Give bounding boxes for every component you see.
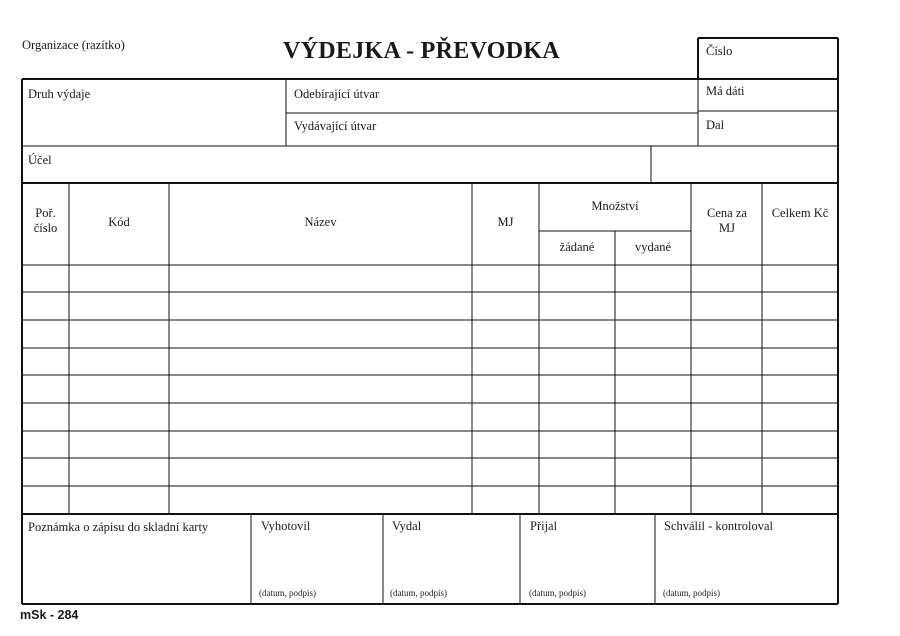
col-header-unit: MJ <box>497 215 514 229</box>
col-header-order-no: Poř. číslo <box>33 206 58 235</box>
issuing-unit-label: Vydávající útvar <box>294 119 377 133</box>
form-code: mSk - 284 <box>20 608 79 622</box>
approved-by-hint: (datum, podpis) <box>663 588 720 598</box>
issued-by-label: Vydal <box>392 519 422 533</box>
issue-type-label: Druh výdaje <box>28 87 91 101</box>
table-row[interactable] <box>22 486 838 514</box>
prepared-by-hint: (datum, podpis) <box>259 588 316 598</box>
col-header-total: Celkem Kč <box>771 206 829 220</box>
table-row[interactable] <box>22 348 838 375</box>
received-by-hint: (datum, podpis) <box>529 588 586 598</box>
credit-label: Dal <box>706 118 725 132</box>
col-header-unit-price: Cena za MJ <box>707 206 747 235</box>
table-row[interactable] <box>22 292 838 320</box>
receiving-unit-label: Odebírající útvar <box>294 87 380 101</box>
form-title: VÝDEJKA - PŘEVODKA <box>283 38 560 64</box>
col-header-requested: žádané <box>559 240 595 254</box>
col-header-quantity: Množství <box>591 199 639 213</box>
received-by-label: Přijal <box>530 519 558 533</box>
purpose-label: Účel <box>28 153 52 167</box>
note-label: Poznámka o zápisu do skladní karty <box>28 520 209 534</box>
table-row[interactable] <box>22 320 838 348</box>
issued-by-hint: (datum, podpis) <box>390 588 447 598</box>
debit-label: Má dáti <box>706 84 745 98</box>
col-header-issued: vydané <box>634 240 672 254</box>
prepared-by-label: Vyhotovil <box>261 519 311 533</box>
table-row[interactable] <box>22 375 838 403</box>
col-header-name: Název <box>304 215 337 229</box>
approved-by-label: Schválil - kontroloval <box>664 519 774 533</box>
col-header-code: Kód <box>108 215 130 229</box>
table-row[interactable] <box>22 265 838 292</box>
number-label: Číslo <box>706 44 733 58</box>
table-row[interactable] <box>22 458 838 486</box>
table-row[interactable] <box>22 403 838 431</box>
table-row[interactable] <box>22 431 838 458</box>
organization-label: Organizace (razítko) <box>22 38 125 52</box>
